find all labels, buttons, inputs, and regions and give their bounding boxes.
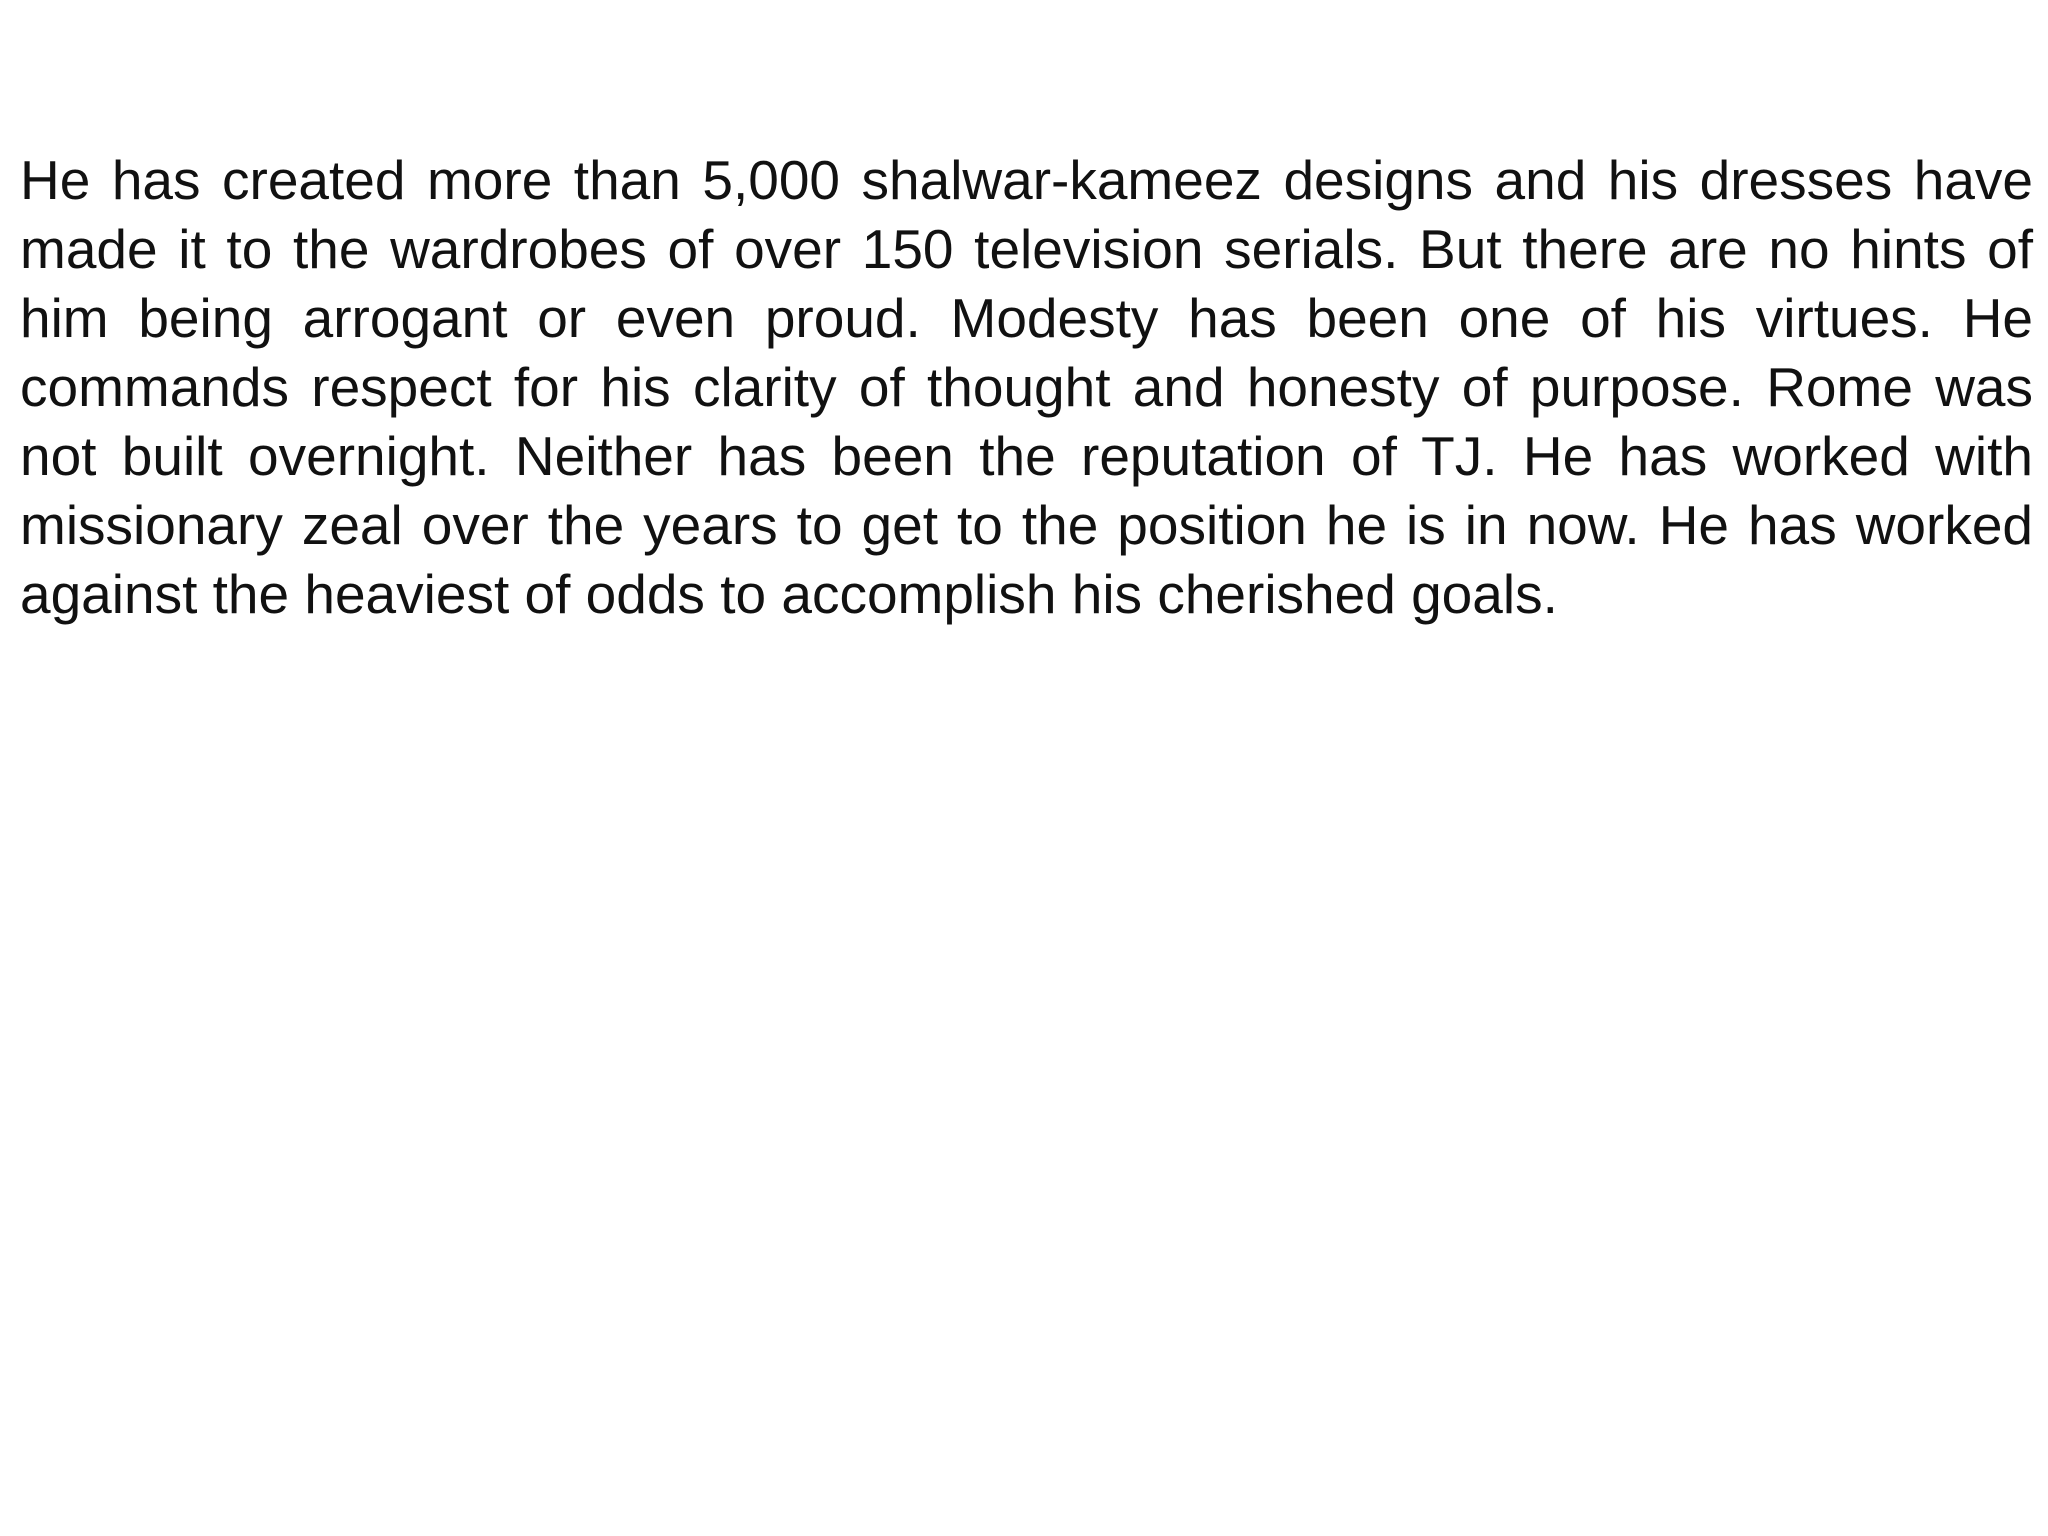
body-paragraph: He has created more than 5,000 shalwar-kameez designs and his dresses have made it to the wardrobes of over 150 television serials. But there are no hints of him being arrogant or even proud. Modesty has been one of his virtues. He commands respect for his clarity of thought and honesty of purpose. Rome was not built overnight. Neither has been the reputation of TJ. He has worked with missionary zeal over the years to get to the position he is in now. He has worked against the heaviest of odds to accomplish his cherished goals. <box>20 149 2033 625</box>
